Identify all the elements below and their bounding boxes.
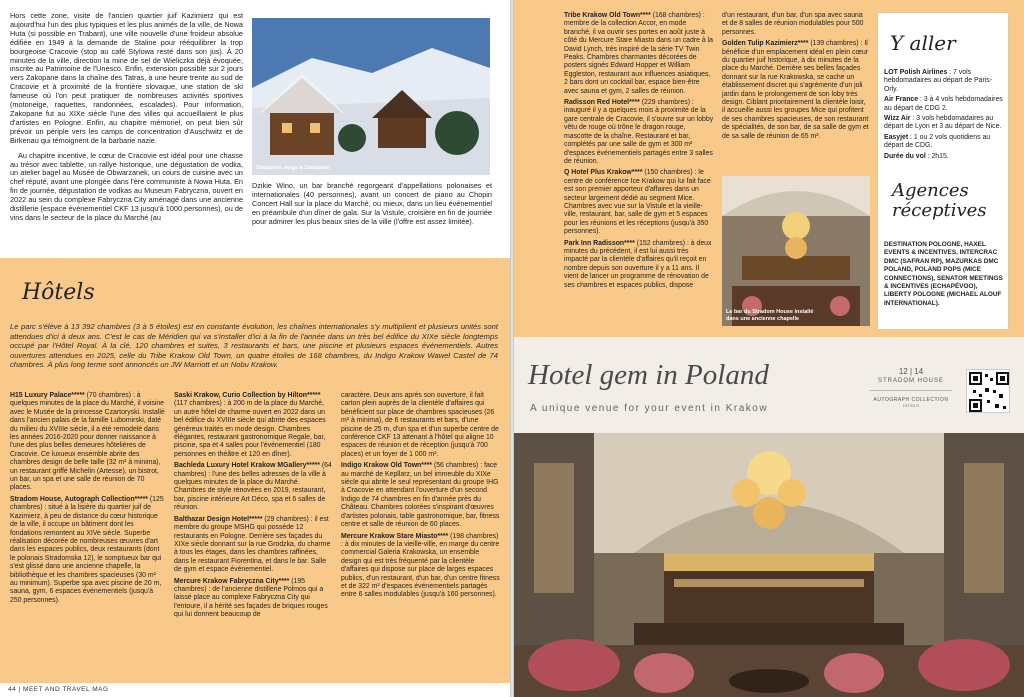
qr-code xyxy=(966,369,1010,413)
right-column-1 xyxy=(564,12,714,290)
airline-info: : 2h15. xyxy=(925,152,949,160)
hotel-name: Indigo Krakow Old Town**** xyxy=(341,462,432,470)
hotel-name: Q Hotel Plus Krakow**** xyxy=(564,169,643,177)
ad-bar-photo xyxy=(514,433,1024,697)
hotel-entry xyxy=(10,392,165,493)
left-page xyxy=(0,0,510,697)
flight-item xyxy=(884,69,1004,94)
hotel-name: Saski Krakow, Curio Collection by Hilton***** xyxy=(174,392,321,399)
hotel-name: Balthazar Design Hotel***** xyxy=(174,515,263,523)
hotel-entry xyxy=(341,533,501,600)
hotel-description: (150 chambres) : le centre de conférence Ice Krakow qui lui fait face est son premier apporteur d'affaires dans un secteur largement dédié au segment Mice. Chambres avec vue sur la Vistule et la vieille-ville, restaurant, bar, salle de gym et 5 espaces pour les réunions et les réceptions (jusqu'à 350 personnes). xyxy=(564,169,711,236)
hotel-description: (125 chambres) : situé à la lisière du quartier juif de Kazimierz, à peu de distance du cœur historique de la ville, il occupe un bâtiment dont les fondations remontent au XIVe siècle. Superbe réalisation décorée de nombreuses œuvres d'art dans les espaces publics, deux restaurants (dont le polonais Stradomska 12), le somptueux bar qui s'est glissé dans une ancienne chapelle, la bibliothèque et les chambres spacieuses (30 m² au minimum). Superbe spa avec piscine de 20 m, sauna, gym, 6 espaces événementiels (jusqu'à 250 personnes). xyxy=(10,495,164,604)
hotel-name: Bachleda Luxury Hotel Krakow MGallery***** xyxy=(174,462,320,470)
hotel-name: Mercure Krakow Stare Miasto**** xyxy=(341,532,449,540)
hotel-entry xyxy=(722,40,870,141)
hotel-name: Radisson Red Hotel**** xyxy=(564,99,640,107)
hotels-column-1 xyxy=(10,392,165,605)
page-footer xyxy=(0,683,510,697)
intro-paragraph: Hors cette zone, visite de l'ancien quartier juif Kazimierz qui est aujourd'hui l'un des plus typiques et les plus animés de la ville, de Nowa Huta (si possible en Trabant), une ville nouvelle d'une froideur absolue édifiée en 1949 à la demande de Staline pour rééquilibrer la trop bourgeoise Cracovie (stop au café Stylowa resté dans son jus). À 20 minutes de la ville, direction la mine de sel de Wieliczka déjà évoquée, inscrite au Patrimoine de l'Unesco. Enfin, extension possible sur 2 jours vers Zakopane dans la chaîne des Tatras, à une heure trente au sud de Cracovie et à proximité de la frontière slovaque, une station de ski fameuse où l'on peut pratiquer de nombreuses activités sportives (motoneige, raquettes, randonnées, escalades). Pour information, Zakopane fut au XIXe siècle l'une des villes qui accueillaient le plus d'artistes en Pologne. Enfin, au chapitre mémoriel, on peut bien sûr prévoir un périple vers les camps de concentration d'Auschwitz et de Birkenau qui témoignent de la barbarie nazie. xyxy=(10,11,243,145)
airline-info: : 3 à 4 vols hebdomadaires au départ de CDG 2. xyxy=(884,96,1003,112)
hotel-description: (198 chambres) : à dix minutes de la vieille-ville, en marge du centre commercial Galeria Krakowska, un ensemble design qui est très fréquenté par la clientèle d'affaires qui dispose sur place de larges espaces publics, d'un restaurant, d'un bar, d'un centre fitness et de 322 m² d'espaces événementiels partagés entre 6 salles modulables (jusqu'à 160 personnes). xyxy=(341,532,500,599)
hotel-entry xyxy=(174,516,332,575)
hotels-intro: Le parc s'élève à 13 392 chambres (3 à 5 étoiles) est en constante évolution, les chaînes internationales s'y multiplient et plusieurs unités sont attendues d'ici à deux ans. C'est le cas de Méridien qui va s'installer d'ici à la fin de l'année dans un très bel édifice du XIXe siècle longtemps occupé par l'Hôtel Royal. À la clé, 120 chambres et suites, 3 restaurants et bars, une piscine et plusieurs espaces événementiels. Autres ouvertures attendues en 2025, celle du Tribe Krakow Old Town, un quatre étoiles de 168 chambres, du Indigo Krakow Wawel Castel de 74 chambres. À plus long terme sont annoncés un JW Marriott et un Nobu Krakow. xyxy=(10,322,498,370)
hotel-description: (29 chambres) : il est membre du groupe MSHG qui possède 12 restaurants en Pologne. Derrière ses façades du XIXe siècle donnant sur la rue Grodzka, du charme à tous les étages, dans les chambres raffinées, dans le restaurant Fiorentina, et dans le bar. Salle de gym et espace événementiel. xyxy=(174,515,331,574)
flight-item xyxy=(884,153,1004,161)
ad-bar-image xyxy=(514,433,1024,697)
hotel-name: H15 Luxury Palace***** xyxy=(10,392,85,399)
hotel-entry xyxy=(564,169,714,236)
airline-info: : 1 ou 2 vols quotidiens au départ de CDG. xyxy=(884,133,991,150)
airline-name: Wizz Air xyxy=(884,115,911,123)
airline-name: Durée du vol xyxy=(884,152,926,160)
hotel-description: (168 chambres) : membre de la collection Accor, en mode branché, il va ouvrir ses portes en août juste à côté du Mercure Stare Miasto dans un cadre à la David Lynch, très inspiré de la série TV Twin Peaks. Chambres charmantes décorées de posters signés Edward Hopper et William Eggleston, restaurant aux influences asiatiques, 2 bars dont un cocktail bar, espace bien-être avec sauna et gym, 2 salles de réunion. xyxy=(564,12,713,95)
flight-item xyxy=(884,115,1004,132)
hotel-entry xyxy=(174,578,332,620)
flight-item xyxy=(884,134,1004,151)
hotel-description: (139 chambres) : Il bénéficie d'un emplacement idéal en plein cœur du quartier juif historique, à dix minutes de la place du Marché. Derrière ses belles façades donnant sur la rue Krakowska, se cache un établissement discret qui s'agrémente d'un joli jardin dans le prolongement de son loby très design. Ciblant prioritairement la clientèle loisir, il accueille aussi les groupes Mice qui profitent de ses chambres spacieuses, de son restaurant de spécialités, de son bar, de sa salle de gym et de sa salle de réunion de 65 m². xyxy=(722,40,869,140)
incentive-paragraph: Au chapitre incentive, le cœur de Cracovie est idéal pour une chasse au trésor avec tablette, un rallye historique, une dégustation de vodka, un atelier bagel au Musée de Obwarzanek, un cours de cuisine avec un chef réputé, avant une plongée dans l'ère communiste à Nowa Huta. En fin de journée, dégustation de vodkas au Museum Fabryczna, ouvert en 2022 au sein du complexe Fabryczna City aménagé dans une ancienne distillerie (espace événementiel CKF 13 jusqu'à 1000 personnes), ou de vins dans le secteur de la place du Marché (au xyxy=(10,150,243,222)
photo-caption: Séquence neige à Zakopane. xyxy=(256,164,332,171)
zakopane-photo xyxy=(252,18,490,175)
zakopane-image xyxy=(252,18,490,175)
hotels-column-2 xyxy=(174,392,332,620)
hotel-entry xyxy=(174,392,332,459)
hotel-description: (70 chambres) : à quelques minutes de la place du Marché, il voisine avec le Musée de la princesse Czartoryski. Installé dans l'ancien palais de la famille Lubomirski, daté du milieu du XVIIIe siècle, il a été remodelé dans les années 2016-2020 pour donner naissance à l'une des plus belles demeures hôtelières de Cracovie. Ce luxueux ensemble abrite des chambres design de belle taille (32 m² à minima), un restaurant griffé Michelin (Artesse), un bistrot, un bar, un spa et une salle de réunion de 70 places. xyxy=(10,392,165,492)
stradom-bar-image xyxy=(722,176,870,326)
hotels-title: Hôtels xyxy=(22,280,95,305)
airline-info: : 3 vols hebdomadaires au départ de Lyon et 3 au départ de Nice. xyxy=(884,115,1002,131)
logo-collection: AUTOGRAPH COLLECTION xyxy=(873,397,949,403)
hotel-continued: caractère. Deux ans après son ouverture, il fait carton plein auprès de la clientèle d'affaires qui bénéficient sur place de chambres spacieuses (26 m² à minima), de 6 restaurants et bars, d'une piscine de 25 m, d'un spa et d'un superbe centre de conférence CKF 13 attenant à l'hôtel qui aligne 10 espaces de réunion et de réception (jusqu'à 700 places) et un foyer de 1 000 m². xyxy=(341,392,499,458)
agences-list: DESTINATION POLOGNE, HAXEL EVENTS & INCENTIVES, INTERCRAC DMC (SAFRAN RP), MAZURKAS DMC POLAND, POLAND POPS (MICE CONNECTIONS), SENATOR MEETINGS & INCENTIVES (ECHAPÉVOO), LIBERTY POLOGNE (MICHAEL ALOUF INTERNATIONAL). xyxy=(884,241,1003,307)
practical-box xyxy=(877,12,1009,330)
hotel-name: Mercure Krakow Fabryczna City**** xyxy=(174,577,290,585)
hotels-column-3 xyxy=(341,392,501,600)
hotel-entry xyxy=(564,12,714,96)
ad-title: Hotel gem in Poland xyxy=(528,359,769,391)
flights-list xyxy=(884,69,1004,161)
hotels-section xyxy=(0,258,510,683)
airline-name: Air France xyxy=(884,96,919,104)
hotel-description: (152 chambres) : à deux minutes du précédent, il est lui aussi très impacté par la clientèle d'affaires qu'il reçoit en nombre depuis son ouverture il y a 11 ans. Il vient de lancer un programme de rénovation de ses chambres et espaces publics, dispose xyxy=(564,239,712,289)
stradom-bar-photo xyxy=(722,176,870,326)
airline-name: Easyjet xyxy=(884,133,909,141)
hotel-name: Stradom House, Autograph Collection***** xyxy=(10,495,148,503)
hotel-ad xyxy=(514,337,1024,697)
photo-caption: Le bar du Stradom House installé dans une ancienne chapelle xyxy=(726,309,814,322)
flight-item xyxy=(884,96,1004,113)
logo-number: 12 | 14 xyxy=(898,367,924,376)
hotel-name: Park Inn Radisson**** xyxy=(564,239,635,247)
right-page xyxy=(514,0,1024,697)
logo-hotels: HOTELS xyxy=(902,403,919,408)
airline-info: : 7 vols hebdomadaires au départ de Paris-Orly. xyxy=(884,69,993,93)
hotel-name: Golden Tulip Kazimierz**** xyxy=(722,40,809,48)
folio: 44 | MEET AND TRAVEL MAG xyxy=(8,686,109,693)
hotel-entry xyxy=(341,462,501,529)
y-aller-title: Y aller xyxy=(890,31,956,55)
hotel-description: (56 chambres) : face au marché de Kepllarz, un bel immeuble du XIXe siècle qui abrite le seul représentant du groupe IHG à Cracovie en attendant l'ouverture d'un second Indigo de 74 chambres en fin d'année près du Château. Chambres colorées s'inspirant d'œuvres d'artistes polonais, table gastronomique, bar, fitness centre et salle de réunion de 60 places. xyxy=(341,462,500,529)
intro-column-2: Dzikie Wino, un bar branché regorgeant d'appellations polonaises et internationales (40 personnes), avant un concert de piano au Chopin Concert Hall sur la place du Marché, ou mieux, dans un lieu événementiel en préambule d'un dîner de gala. Sur la Vistule, croisière en fin de journée pour admirer les plus beaux sites de la ville (l'offre est assez limitée). xyxy=(252,181,492,226)
agences-title: Agences réceptives xyxy=(892,180,987,221)
airline-name: LOT Polish Airlines xyxy=(884,69,948,76)
hotel-entry xyxy=(174,462,332,512)
hotel-entry xyxy=(564,99,714,166)
hotel-name: Tribe Krakow Old Town**** xyxy=(564,12,651,19)
stradom-logo xyxy=(866,367,956,408)
hotel-entry xyxy=(10,496,165,605)
hotel-description: (117 chambres) : à 200 m de la place du Marché, un autre hôtel de charme ouvert en 2022 dans un bel édifice du XVIIIe siècle qui abrite des espaces généreux traités en mode design. Chambres élégantes, restaurant gastronomique Regale, bar, piscine, spa et 4 salles pour l'événementiel (180 personnes en théâtre et 120 en dîner). xyxy=(174,400,326,458)
logo-name: STRADOM HOUSE xyxy=(877,378,944,384)
hotel-description: (195 chambres) : de l'ancienne distillerie Polmos qui a laissé place au complexe Fabryczna City qui l'entoure, il a hérité ses façades de briques rouges qui lui donnent beaucoup de xyxy=(174,577,328,619)
hotel-continued: d'un restaurant, d'un bar, d'un spa avec sauna et de 8 salles de réunion modulables pour 500 personnes. xyxy=(722,12,864,36)
intro-column-1 xyxy=(10,12,243,223)
hotel-entry xyxy=(564,240,714,290)
qr-code-graphic xyxy=(967,370,1011,414)
right-column-2 xyxy=(722,12,870,141)
hotel-description: (64 chambres) : l'une des belles adresses de la ville à quelques minutes de la place du Marché. Chambres de style rénovées en 2019, restaurant, bar, piscine intérieure Art Déco, spa et 6 salles de réunion. xyxy=(174,462,332,512)
ad-subtitle: A unique venue for your event in Krakow xyxy=(530,403,769,414)
hotel-description: (229 chambres) : inauguré il y a quelques mois à proximité de la gare centrale de Cracovie, il s'ouvre sur un lobby vêtu de rouge où trône le dragon rouge, mascotte de la chaîne. Restaurant et bar, complétés par une salle de gym et 300 m² d'espaces événementiels partagés entre 3 salles de réunion. xyxy=(564,99,714,165)
